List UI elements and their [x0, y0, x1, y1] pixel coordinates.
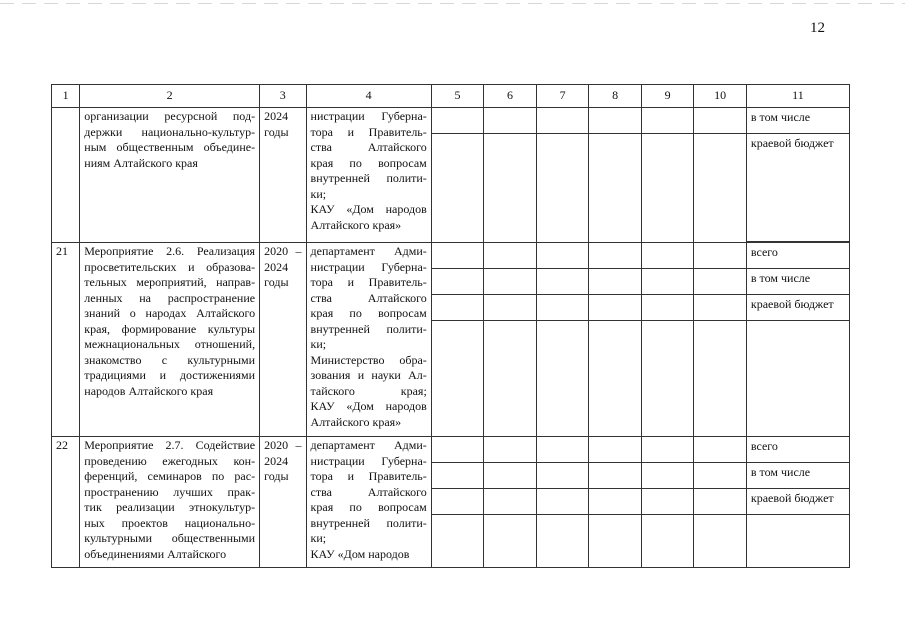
header-cell: 9 [641, 85, 694, 108]
text-line: Алтайского края» [310, 414, 402, 429]
executor-cell [306, 437, 431, 568]
amount-subcell [589, 108, 641, 134]
executor-cell [306, 243, 431, 437]
amount-cell [589, 437, 642, 568]
text-line: Министерство обра- [310, 352, 427, 367]
amount-subcell [537, 295, 589, 321]
amount-subcell [432, 515, 484, 567]
text-line: народов Алтайского края [84, 383, 214, 398]
text-line: края по вопросам [310, 306, 427, 320]
text-line: традициями и достижениями [84, 368, 256, 382]
amount-subcell [642, 134, 694, 242]
funding-source-label: краевой бюджет [747, 295, 849, 321]
amount-cell [589, 243, 642, 437]
text-line: ки; [310, 337, 327, 351]
text-line: годы [264, 275, 289, 289]
header-cell: 11 [746, 85, 849, 108]
header-cell: 10 [694, 85, 747, 108]
amount-subcell [694, 134, 746, 242]
period-cell [260, 243, 306, 437]
amount-subcell [537, 134, 589, 242]
header-cell: 7 [536, 85, 589, 108]
text-line: ства Алтайского [310, 140, 427, 154]
text-line: тайского края; [310, 383, 427, 398]
row-number-cell: 21 [52, 243, 80, 437]
amount-subcell [694, 108, 746, 134]
sub-row-stack [642, 243, 694, 436]
funding-source-label: всего [747, 243, 849, 269]
funding-source-label: всего [747, 437, 849, 463]
amount-subcell [484, 489, 536, 515]
table-row [52, 108, 850, 243]
amount-subcell [642, 515, 694, 567]
amount-subcell [589, 515, 641, 567]
header-cell: 4 [306, 85, 431, 108]
header-cell: 1 [52, 85, 80, 108]
period-cell [260, 437, 306, 568]
text-line: культурными общественными [84, 531, 256, 545]
amount-subcell [537, 321, 589, 436]
funding-source-label: в том числе [747, 463, 849, 489]
activity-name-cell [80, 243, 260, 437]
header-cell: 5 [431, 85, 484, 108]
amount-subcell [484, 515, 536, 567]
amount-subcell [589, 243, 641, 269]
text-line: ным общественным объедине- [84, 140, 256, 154]
table-row [52, 243, 850, 437]
text-line: нистрации Губерна- [310, 259, 427, 274]
amount-subcell [484, 437, 536, 463]
activity-name-cell [80, 108, 260, 243]
amount-cell [431, 243, 484, 437]
text-line: знакомство с культурными [84, 352, 256, 367]
amount-subcell [432, 437, 484, 463]
amount-cell [641, 437, 694, 568]
amount-subcell [484, 295, 536, 321]
activity-name-cell [80, 437, 260, 568]
amount-cell [694, 437, 747, 568]
text-line: департамент Адми- [310, 244, 427, 258]
amount-cell [589, 108, 642, 243]
amount-cell [484, 243, 537, 437]
amount-subcell [537, 243, 589, 269]
text-line: просветительских и образова- [84, 259, 256, 274]
amount-subcell [537, 269, 589, 295]
text-line: годы [264, 124, 289, 139]
amount-subcell [484, 321, 536, 436]
sub-row-stack [537, 108, 589, 242]
amount-subcell [589, 269, 641, 295]
funding-source-label: в том числе [747, 269, 849, 295]
amount-subcell [432, 489, 484, 515]
sub-row-stack [484, 108, 536, 242]
text-line: пространению лучших прак- [84, 484, 256, 499]
text-line: тельных мероприятий, направ- [84, 275, 256, 289]
text-line: внутренней полити- [310, 171, 427, 185]
text-line: тора и Правитель- [310, 275, 427, 289]
text-line: тора и Правитель- [310, 124, 427, 139]
amount-subcell [537, 463, 589, 489]
row-number-cell [52, 108, 80, 243]
amount-subcell [642, 269, 694, 295]
amount-subcell [432, 463, 484, 489]
amount-subcell [484, 463, 536, 489]
text-line: края по вопросам [310, 155, 427, 170]
text-line: годы [264, 469, 289, 483]
text-line: Мероприятие 2.6. Реализация [84, 244, 256, 258]
text-line: 2020 – [264, 244, 302, 258]
amount-subcell [694, 321, 746, 436]
sub-row-stack [537, 243, 589, 436]
amount-subcell [642, 295, 694, 321]
text-line: внутренней полити- [310, 515, 427, 530]
header-cell: 6 [484, 85, 537, 108]
funding-source-cell [746, 437, 849, 568]
amount-subcell [537, 108, 589, 134]
text-line: края, формирование культуры [84, 321, 256, 336]
sub-row-stack [432, 108, 484, 242]
amount-subcell [432, 243, 484, 269]
sub-row-stack [747, 437, 849, 567]
sub-row-stack [642, 437, 694, 567]
sub-row-stack [484, 243, 536, 436]
amount-cell [694, 108, 747, 243]
text-line: ки; [310, 531, 327, 545]
executor-cell [306, 108, 431, 243]
scan-artifact-line [0, 3, 905, 4]
amount-subcell [589, 463, 641, 489]
text-line: департамент Адми- [310, 438, 427, 452]
sub-row-stack [589, 243, 641, 436]
header-cell: 3 [260, 85, 306, 108]
amount-subcell [589, 321, 641, 436]
text-line: межнациональных отношений, [84, 337, 256, 351]
text-line: ки; [310, 186, 327, 201]
amount-subcell [589, 295, 641, 321]
sub-row-stack [747, 108, 849, 242]
text-line: ства Алтайского [310, 290, 427, 305]
amount-subcell [484, 269, 536, 295]
sub-row-stack [589, 437, 641, 567]
amount-subcell [642, 437, 694, 463]
sub-row-stack [694, 108, 746, 242]
header-cell: 2 [80, 85, 260, 108]
text-line: КАУ «Дом народов [310, 202, 427, 216]
text-line: ленных на распространение [84, 290, 256, 305]
amount-subcell [432, 108, 484, 134]
funding-source-label: краевой бюджет [747, 489, 849, 515]
amount-subcell [432, 134, 484, 242]
amount-subcell [484, 134, 536, 242]
funding-source-cell [746, 108, 849, 243]
program-table [51, 84, 850, 568]
text-line: проведению ежегодных кон- [84, 453, 256, 468]
sub-row-stack [589, 108, 641, 242]
header-cell: 8 [589, 85, 642, 108]
text-line: нистрации Губерна- [310, 453, 427, 468]
text-line: 2024 [264, 259, 289, 274]
amount-subcell [537, 437, 589, 463]
row-number-cell: 22 [52, 437, 80, 568]
text-line: ных проектов национально- [84, 515, 256, 530]
period-cell [260, 108, 306, 243]
amount-subcell [432, 295, 484, 321]
text-line: ниям Алтайского края [84, 155, 198, 170]
amount-subcell [484, 108, 536, 134]
funding-source-label: краевой бюджет [747, 134, 849, 242]
text-line: тик реализации этнокультур- [84, 500, 256, 514]
text-line: тора и Правитель- [310, 469, 427, 483]
text-line: внутренней полити- [310, 321, 427, 336]
amount-cell [641, 108, 694, 243]
text-line: КАУ «Дом народов [310, 546, 410, 561]
text-line: держки национально-культур- [84, 124, 256, 139]
amount-subcell [642, 243, 694, 269]
text-line: ства Алтайского [310, 484, 427, 499]
text-line: знаний о народах Алтайского [84, 306, 256, 320]
amount-subcell [642, 489, 694, 515]
amount-subcell [589, 134, 641, 242]
amount-subcell [589, 437, 641, 463]
table-row [52, 437, 850, 568]
text-line: Мероприятие 2.7. Содействие [84, 438, 256, 452]
page-number: 12 [810, 20, 825, 36]
sub-row-stack [694, 243, 746, 436]
sub-row-stack [642, 108, 694, 242]
amount-subcell [589, 489, 641, 515]
amount-cell [694, 243, 747, 437]
amount-cell [536, 437, 589, 568]
amount-cell [536, 243, 589, 437]
amount-subcell [432, 321, 484, 436]
amount-cell [431, 108, 484, 243]
text-line: зования и науки Ал- [310, 368, 427, 382]
text-line: 2024 [264, 453, 289, 468]
funding-source-label: в том числе [747, 108, 849, 134]
text-line: нистрации Губерна- [310, 109, 427, 123]
sub-row-stack [432, 243, 484, 436]
sub-row-stack [537, 437, 589, 567]
sub-row-stack [694, 437, 746, 567]
amount-cell [641, 243, 694, 437]
funding-source-label [747, 515, 849, 567]
amount-subcell [642, 321, 694, 436]
amount-subcell [694, 489, 746, 515]
sub-row-stack [432, 437, 484, 567]
amount-subcell [694, 463, 746, 489]
amount-subcell [642, 463, 694, 489]
text-line: края по вопросам [310, 500, 427, 514]
sub-row-stack [484, 437, 536, 567]
text-line: организации ресурсной под- [84, 109, 256, 123]
text-line: 2024 [264, 109, 289, 123]
amount-subcell [537, 489, 589, 515]
amount-subcell [694, 295, 746, 321]
text-line: Алтайского края» [310, 217, 402, 232]
amount-cell [484, 108, 537, 243]
text-line: КАУ «Дом народов [310, 399, 427, 413]
amount-subcell [694, 243, 746, 269]
amount-subcell [484, 243, 536, 269]
amount-cell [484, 437, 537, 568]
sub-row-stack [747, 243, 849, 436]
amount-subcell [694, 437, 746, 463]
amount-cell [431, 437, 484, 568]
funding-source-label [747, 321, 849, 436]
amount-subcell [694, 269, 746, 295]
amount-subcell [642, 108, 694, 134]
header-row [52, 85, 850, 108]
amount-cell [536, 108, 589, 243]
text-line: 2020 – [264, 438, 302, 452]
amount-subcell [694, 515, 746, 567]
text-line: объединениями Алтайского [84, 546, 227, 561]
amount-subcell [537, 515, 589, 567]
funding-source-cell [746, 243, 849, 437]
amount-subcell [432, 269, 484, 295]
text-line: ференций, семинаров по рас- [84, 469, 256, 483]
